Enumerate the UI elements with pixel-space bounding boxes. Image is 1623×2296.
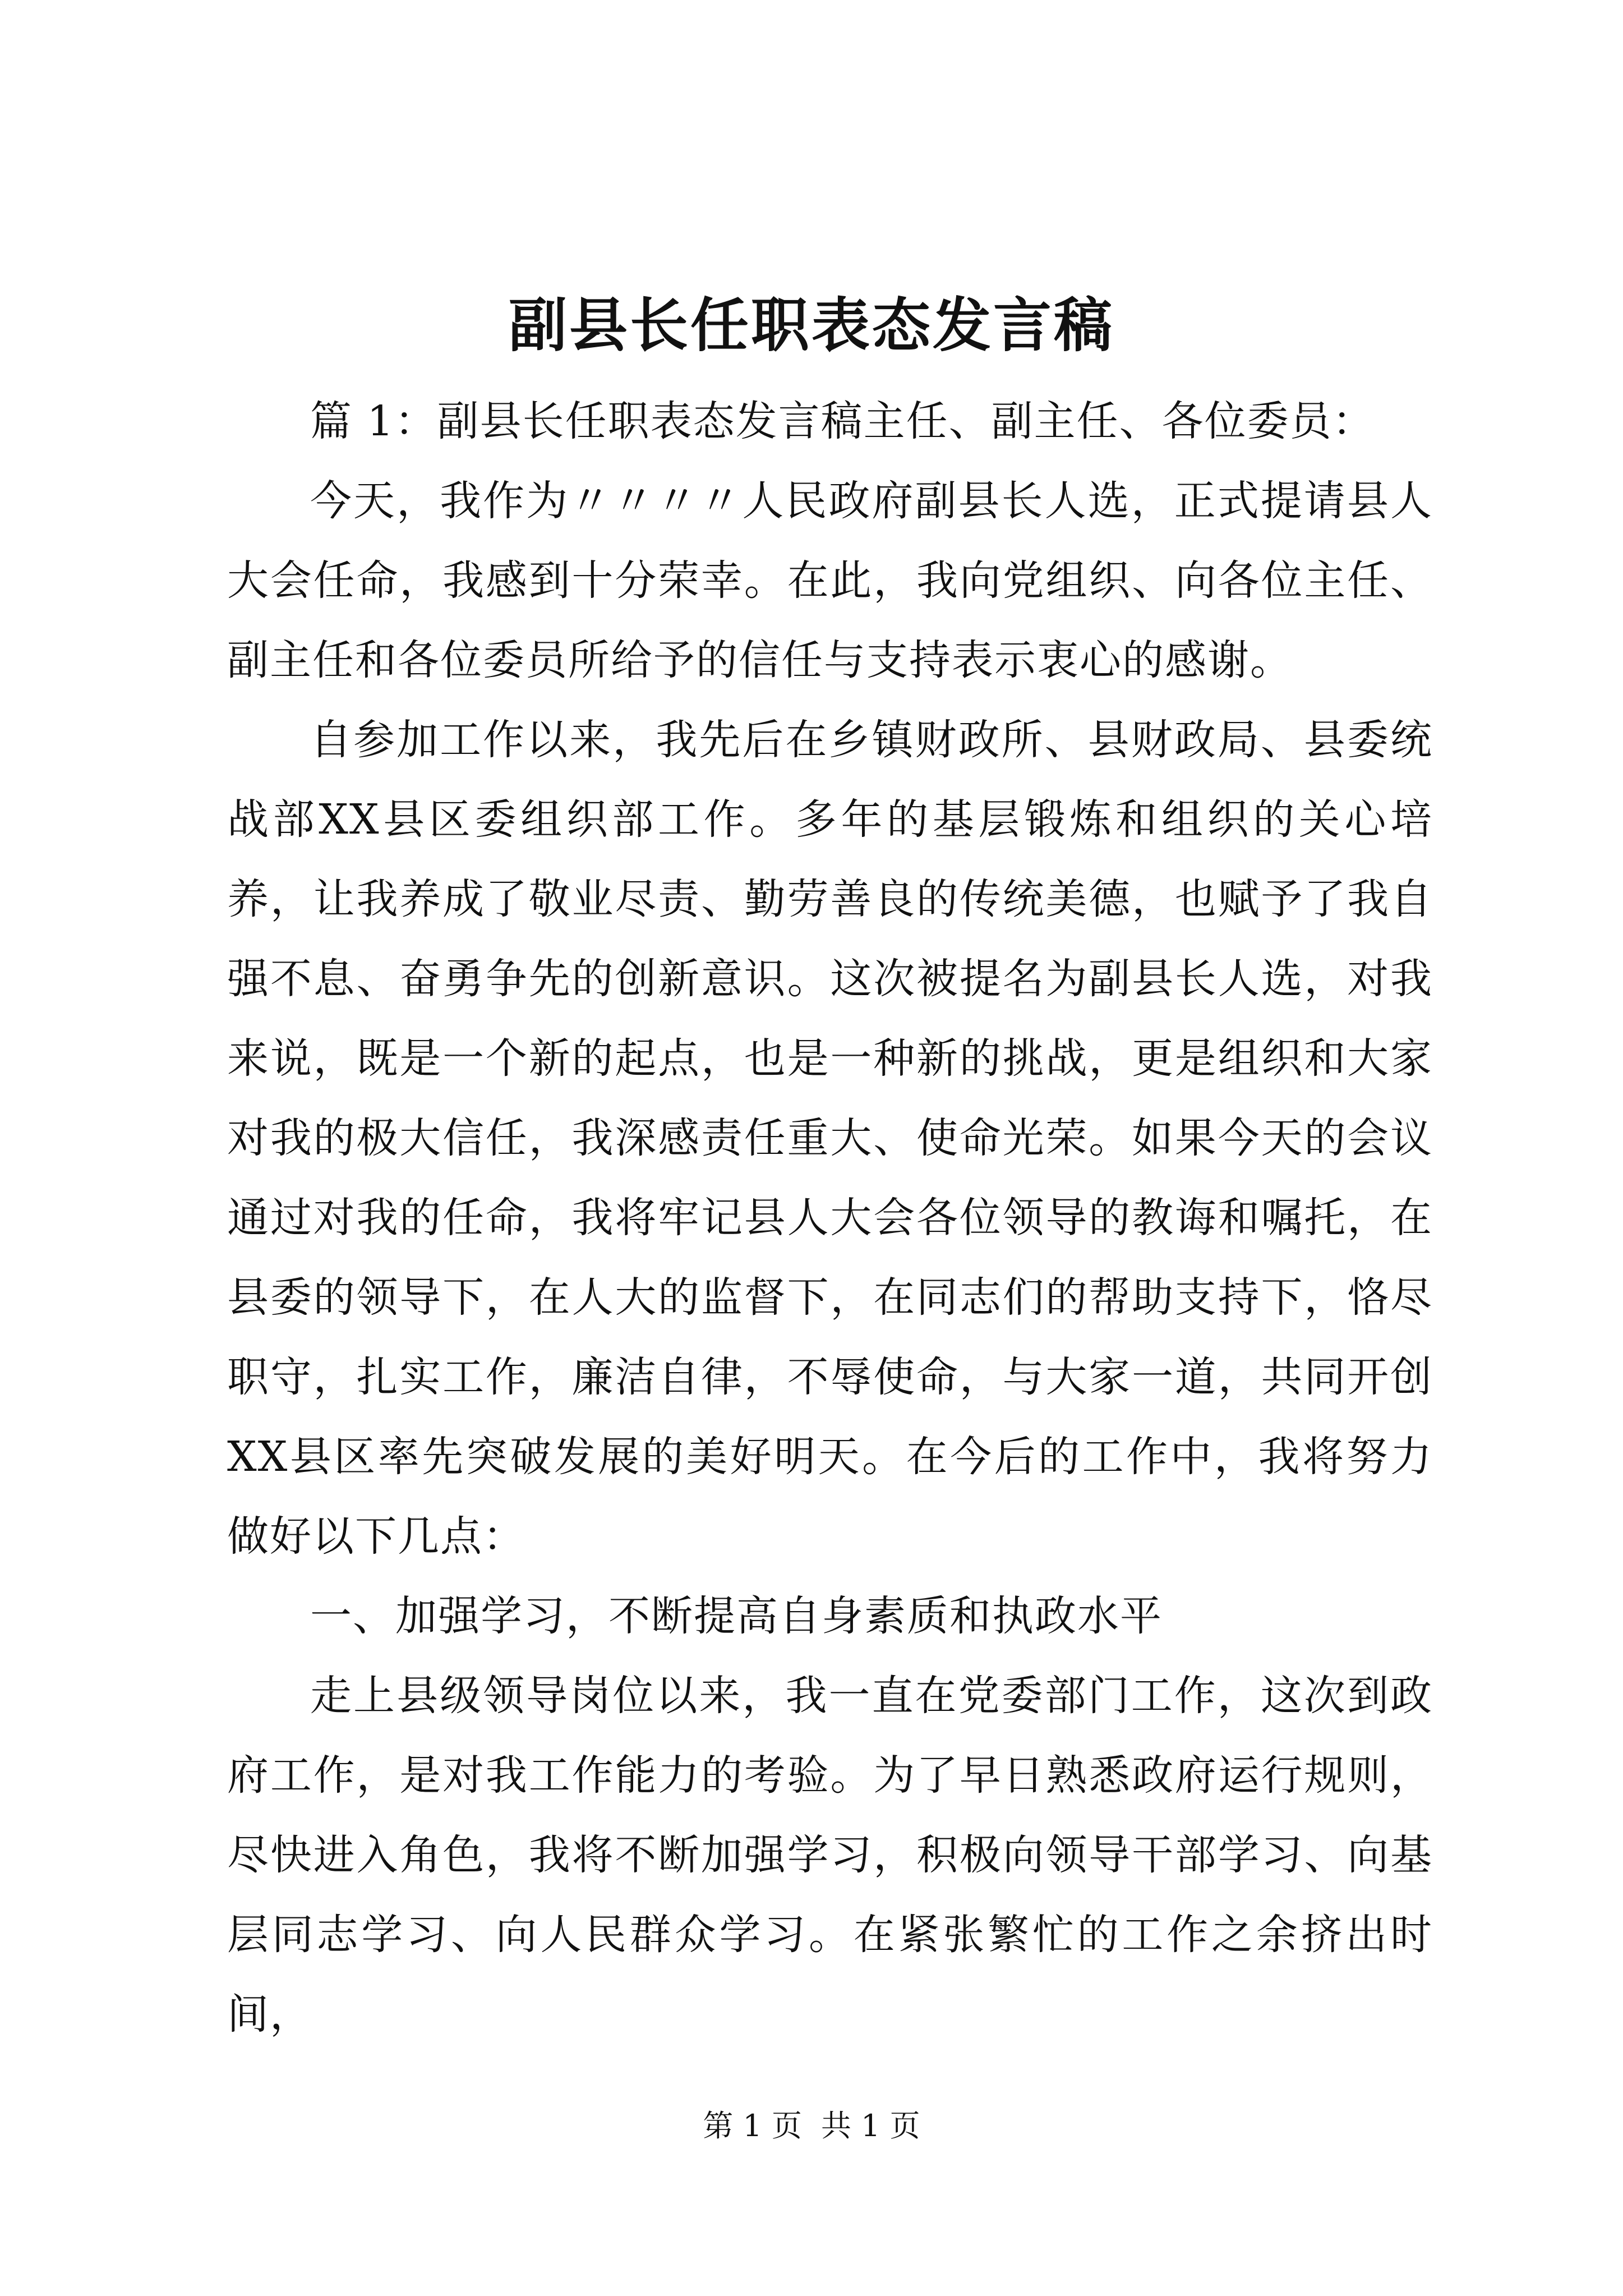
paragraph-intro: 今天，我作为〃〃〃〃人民政府副县长人选，正式提请县人大会任命，我感到十分荣幸。在此，我向党组织、向各位主任、副主任和各位委员所给予的信任与支持表示衷心的感谢。 (227, 477, 1433, 684)
document-body (227, 381, 1433, 2054)
page-footer (0, 2106, 1623, 2146)
paragraph-heading-line: 篇 1：副县长任职表态发言稿主任、副主任、各位委员： (310, 397, 1375, 445)
document-title: 副县长任职表态发言稿 (508, 291, 1114, 360)
section-heading-1: 一、加强学习，不断提高自身素质和执政水平 (310, 1592, 1163, 1640)
paragraph-study: 走上县级领导岗位以来，我一直在党委部门工作，这次到政府工作，是对我工作能力的考验。为了早日熟悉政府运行规则，尽快进入角色，我将不断加强学习，积极向领导干部学习、向基层同志学习、向人民群众学习。在紧张繁忙的工作之余挤出时间， (227, 1672, 1433, 2039)
page-number-label: 第 1 页 (703, 2108, 802, 2143)
page-total-label: 共 1 页 (821, 2108, 920, 2143)
paragraph-background: 自参加工作以来，我先后在乡镇财政所、县财政局、县委统战部XX县区委组织部工作。多年的基层锻炼和组织的关心培养，让我养成了敬业尽责、勤劳善良的传统美德，也赋予了我自强不息、奋勇争先的创新意识。这次被提名为副县长人选，对我来说，既是一个新的起点，也是一种新的挑战，更是组织和大家对我的极大信任，我深感责任重大、使命光荣。如果今天的会议通过对我的任命，我将牢记县人大会各位领导的教诲和嘱托，在县委的领导下，在人大的监督下，在同志们的帮助支持下，恪尽职守，扎实工作，廉洁自律，不辱使命，与大家一道，共同开创XX县区率先突破发展的美好明天。在今后的工作中，我将努力做好以下几点： (227, 716, 1433, 1561)
